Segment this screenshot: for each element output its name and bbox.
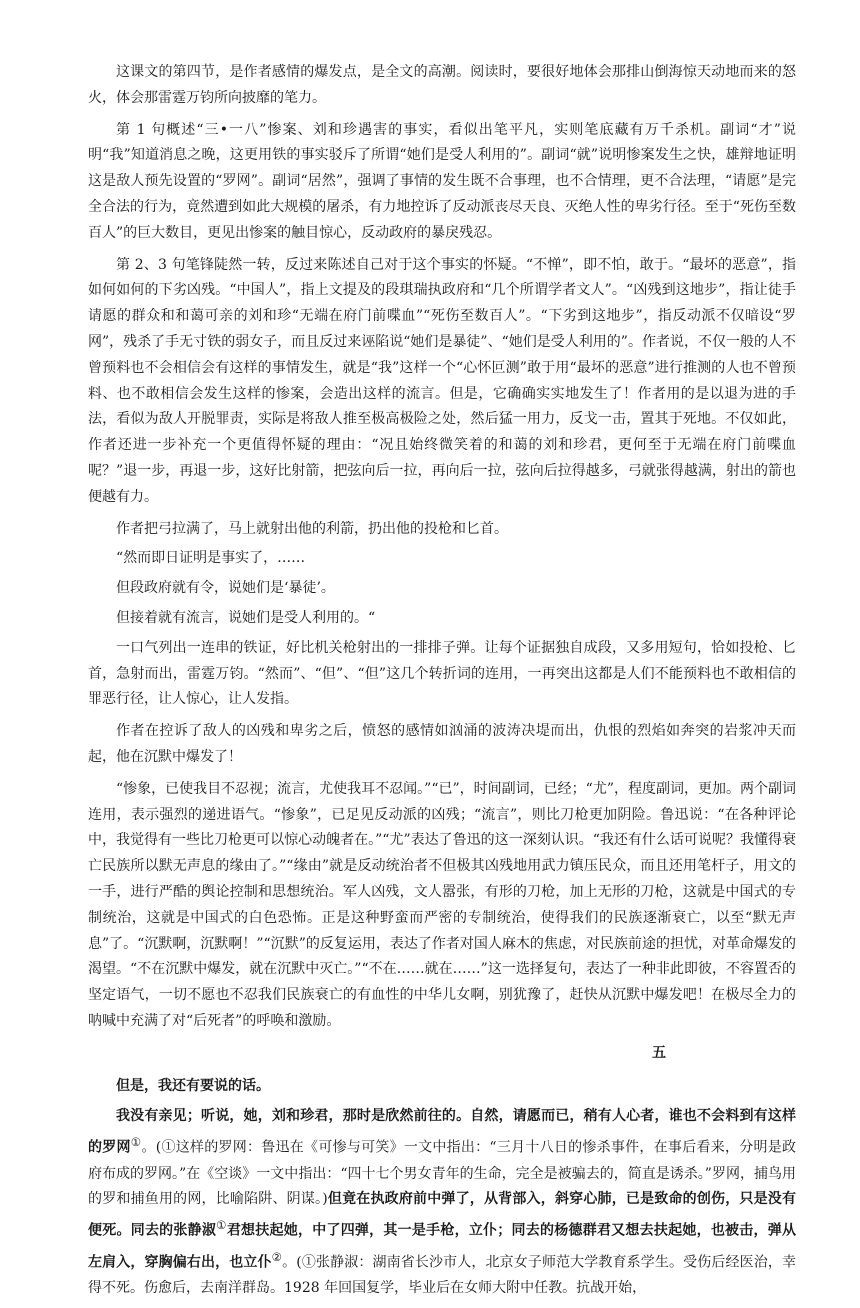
text-part-c: 但竟在执政府前中弹了，从背部入，斜穿心肺，已是致命的创伤，只是没有便死。同去的张静淑 <box>88 1191 796 1239</box>
paragraph-outburst: 作者在控诉了敌人的凶残和卑劣之后，愤怒的感情如汹涌的波涛决堤而出，仇恨的烈焰如奔突的岩浆冲天而起，他在沉默中爆发了！ <box>88 723 796 765</box>
paragraph-evidence: 一口气列出一连串的铁证，好比机关枪射出的一排排子弹。让每个证据独自成段，又多用短句，恰如投枪、匕首，急射而出，雷霆万钧。“然而”、“但”、“但”这几个转折词的连用，一再突出这都是人们不能预料也不敢相信的罪恶行径，让人惊心，让人发指。 <box>88 639 796 708</box>
footnote-marker-2: ① <box>216 1218 227 1233</box>
paragraph-sentence-one: 第 1 句概述“三•一八”惨案、刘和珍遇害的事实，看似出笔平凡，实则笔底藏有万千杀机。副词“才”说明“我”知道消息之晚，这更用铁的事实驳斥了所谓“她们是受人利用的”。副词“就”说明惨案发生之快，雄辩地证明这是敌人预先设置的“罗网”。副词“居然”，强调了事情的发生既不合事理，也不合情理，更不合法理，“请愿”是完全合法的行为，竟然遭到如此大规模的屠杀，有力地控诉了反动派丧尽天良、灭绝人性的卑劣行径。至于“死伤至数百人”的巨大数目，更见出惨案的触目惊心，反动政府的暴戾残忍。 <box>88 121 796 241</box>
paragraph-sentence-two-three: 第 2、3 句笔锋陡然一转，反过来陈述自己对于这个事实的怀疑。“不惮”，即不怕，敢于。“最坏的恶意”，指如何如何的下劣凶残。“中国人”，指上文提及的段琪瑞执政府和“几个所谓学者文人”。“凶残到这地步”，指让徒手请愿的群众和和蔼可亲的刘和珍“无端在府门前喋血”“死伤至数百人”。“下劣到这地步”，指反动派不仅暗设“罗网”，残杀了手无寸铁的弱女子，而且反过来诬陷说“她们是暴徒”、“她们是受人利用的”。作者说，不仅一般的人不曾预料也不会相信会有这样的事情发生，就是“我”这样一个“心怀叵测”敢于用“最坏的恶意”进行推测的人也不曾预料、也不敢相信会发生这样的惨案，会造出这样的流言。但是，它确确实实地发生了！作者用的是以退为进的手法，看似为敌人开脱罪责，实际是将敌人推至极高极险之处，然后猛一用力，反戈一击，置其于死地。不仅如此，作者还进一步补充一个更值得怀疑的理由：“况且始终微笑着的和蔼的刘和珍君，更何至于无端在府门前喋血呢？”退一步，再退一步，这好比射箭，把弦向后一拉，再向后一拉，弦向后拉得越多，弓就张得越满，射出的箭也便越有力。 <box>88 256 796 505</box>
quote-line-2: 但段政府就有令，说她们是‘暴徒’。 <box>116 580 335 597</box>
footnote-text-1: 。(①这样的罗网：鲁迅在《可惨与可笑》一文中指出：“三月十八日的惨杀事件，在事后看来，分明是政府布成的罗网。”在《空谈》一文中指出：“四十七个男女青年的生命，完全是被骗去的，简直是诱杀。”罗网，捕鸟用的罗和捕鱼用的网，比喻陷阱、阴谋。) <box>88 1139 797 1208</box>
article-page <box>88 60 796 1308</box>
section-number: 五 <box>652 1044 666 1061</box>
footnote-text-2: 。(①张静淑：湖南省长沙市人，北京女子师范大学教育系学生。受伤后经医治，幸得不死。伤愈后，去南洋群岛。1928 年回国复学，毕业后在女师大附中任教。抗战开始， <box>88 1254 797 1297</box>
text-part-d: 君想扶起她，中了四弹，其一是手枪，立仆；同去的杨德群君又想去扶起她，也被击，弹从左肩入，穿胸偏右出，也立仆 <box>88 1222 797 1271</box>
paragraph-intro: 这课文的第四节，是作者感情的爆发点，是全文的高潮。阅读时，要很好地体会那排山倒海惊天动地而来的怒火，体会那雷霆万钧所向披靡的笔力。 <box>88 64 796 106</box>
paragraph-section-five <box>88 1104 796 1302</box>
quote-line-1: “然而即日证明是事实了，…… <box>116 550 306 567</box>
footnote-marker-1: ① <box>130 1135 142 1150</box>
footnote-marker-3: ② <box>271 1249 283 1264</box>
text-part-a: 我没有亲见；听说，她，刘和珍君，那时是欣然前往的。自然，请愿而已，稍有人心者，谁也不会料到有这样的罗网 <box>88 1108 796 1156</box>
paragraph-bow-drawn: 作者把弓拉满了，马上就射出他的利箭，扔出他的投枪和匕首。 <box>116 520 508 537</box>
paragraph-silence-analysis: “惨象，已使我目不忍视；流言，尤使我耳不忍闻。”“已”，时间副词，已经；“尤”，程度副词，更加。两个副词连用，表示强烈的递进语气。“惨象”，已足见反动派的凶残；“流言”，则比刀枪更加阴险。鲁迅说：“在各种评论中，我觉得有一些比刀枪更可以惊心动魄者在。”“尤”表达了鲁迅的这一深刻认识。“我还有什么话可说呢？我懂得衰亡民族所以默无声息的缘由了。”“缘由”就是反动统治者不但极其凶残地用武力镇压民众，而且还用笔杆子，用文的一手，进行严酷的舆论控制和思想统治。军人凶残，文人嚣张，有形的刀枪，加上无形的刀枪，这就是中国式的专制统治，这就是中国式的白色恐怖。正是这种野蛮而严密的专制统治，使得我们的民族逐渐衰亡，以至“默无声息”了。“沉默啊，沉默啊！”“沉默”的反复运用，表达了作者对国人麻木的焦虑，对民族前途的担忧，对革命爆发的渴望。“不在沉默中爆发，就在沉默中灭亡。”“不在……就在……”这一选择复句，表达了一种非此即彼，不容置否的坚定语气，一切不愿也不忍我们民族衰亡的有血性的中华儿女啊，别犹豫了，赶快从沉默中爆发吧！在极尽全力的呐喊中充满了对“后死者”的呼唤和激励。 <box>88 780 796 1029</box>
section-opening-line: 但是，我还有要说的话。 <box>116 1078 270 1095</box>
quote-line-3: 但接着就有流言，说她们是受人利用的。“ <box>116 609 376 626</box>
